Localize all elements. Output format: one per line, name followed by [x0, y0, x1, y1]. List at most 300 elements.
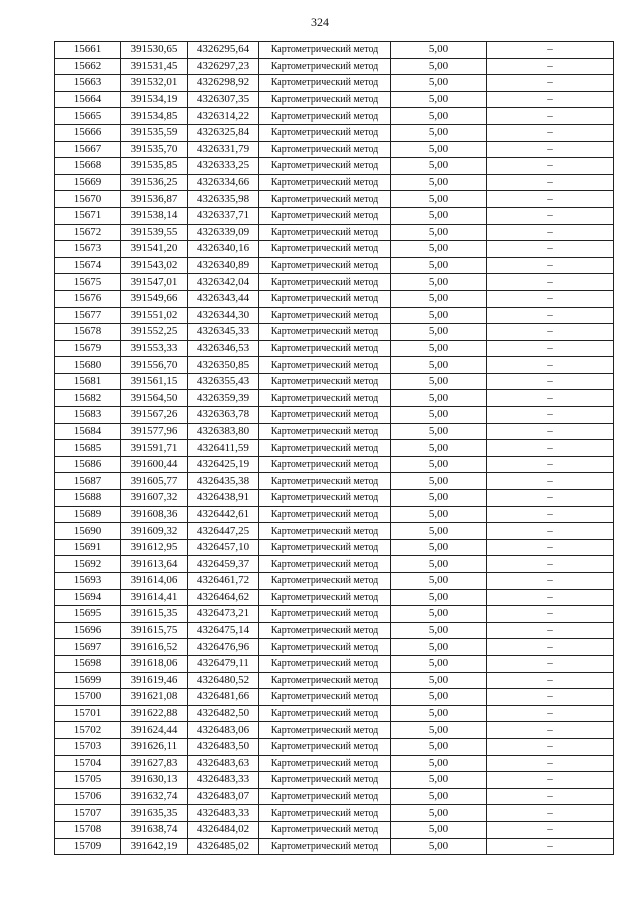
note-cell: –: [487, 788, 614, 805]
x-coordinate-cell: 391552,25: [121, 324, 188, 341]
y-coordinate-cell: 4326447,25: [188, 523, 259, 540]
method-cell: Картометрический метод: [259, 91, 391, 108]
note-cell: –: [487, 75, 614, 92]
x-coordinate-cell: 391531,45: [121, 58, 188, 75]
table-row: [55, 141, 614, 158]
note-cell: –: [487, 373, 614, 390]
note-cell: –: [487, 838, 614, 855]
method-cell: Картометрический метод: [259, 805, 391, 822]
method-cell: Картометрический метод: [259, 158, 391, 175]
note-cell: –: [487, 755, 614, 772]
y-coordinate-cell: 4326480,52: [188, 672, 259, 689]
x-coordinate-cell: 391549,66: [121, 290, 188, 307]
table-row: [55, 589, 614, 606]
note-cell: –: [487, 158, 614, 175]
table-row: [55, 108, 614, 125]
note-cell: –: [487, 573, 614, 590]
accuracy-cell: 5,00: [391, 274, 487, 291]
y-coordinate-cell: 4326307,35: [188, 91, 259, 108]
x-coordinate-cell: 391622,88: [121, 705, 188, 722]
y-coordinate-cell: 4326442,61: [188, 506, 259, 523]
point-number-cell: 15682: [55, 390, 121, 407]
y-coordinate-cell: 4326359,39: [188, 390, 259, 407]
note-cell: –: [487, 705, 614, 722]
y-coordinate-cell: 4326350,85: [188, 357, 259, 374]
note-cell: –: [487, 108, 614, 125]
point-number-cell: 15680: [55, 357, 121, 374]
method-cell: Картометрический метод: [259, 274, 391, 291]
x-coordinate-cell: 391618,06: [121, 655, 188, 672]
method-cell: Картометрический метод: [259, 75, 391, 92]
point-number-cell: 15671: [55, 207, 121, 224]
accuracy-cell: 5,00: [391, 257, 487, 274]
x-coordinate-cell: 391553,33: [121, 340, 188, 357]
y-coordinate-cell: 4326333,25: [188, 158, 259, 175]
x-coordinate-cell: 391642,19: [121, 838, 188, 855]
x-coordinate-cell: 391638,74: [121, 821, 188, 838]
y-coordinate-cell: 4326425,19: [188, 456, 259, 473]
x-coordinate-cell: 391626,11: [121, 738, 188, 755]
point-number-cell: 15672: [55, 224, 121, 241]
table-row: [55, 705, 614, 722]
method-cell: Картометрический метод: [259, 390, 391, 407]
table-row: [55, 490, 614, 507]
table-row: [55, 124, 614, 141]
x-coordinate-cell: 391539,55: [121, 224, 188, 241]
method-cell: Картометрический метод: [259, 58, 391, 75]
method-cell: Картометрический метод: [259, 124, 391, 141]
point-number-cell: 15675: [55, 274, 121, 291]
x-coordinate-cell: 391627,83: [121, 755, 188, 772]
x-coordinate-cell: 391608,36: [121, 506, 188, 523]
method-cell: Картометрический метод: [259, 340, 391, 357]
y-coordinate-cell: 4326479,11: [188, 655, 259, 672]
x-coordinate-cell: 391612,95: [121, 539, 188, 556]
table-row: [55, 324, 614, 341]
x-coordinate-cell: 391591,71: [121, 440, 188, 457]
note-cell: –: [487, 91, 614, 108]
method-cell: Картометрический метод: [259, 257, 391, 274]
accuracy-cell: 5,00: [391, 490, 487, 507]
note-cell: –: [487, 473, 614, 490]
method-cell: Картометрический метод: [259, 440, 391, 457]
accuracy-cell: 5,00: [391, 755, 487, 772]
method-cell: Картометрический метод: [259, 506, 391, 523]
method-cell: Картометрический метод: [259, 556, 391, 573]
note-cell: –: [487, 589, 614, 606]
point-number-cell: 15708: [55, 821, 121, 838]
note-cell: –: [487, 772, 614, 789]
point-number-cell: 15696: [55, 622, 121, 639]
x-coordinate-cell: 391630,13: [121, 772, 188, 789]
y-coordinate-cell: 4326325,84: [188, 124, 259, 141]
x-coordinate-cell: 391615,35: [121, 606, 188, 623]
method-cell: Картометрический метод: [259, 224, 391, 241]
table-row: [55, 456, 614, 473]
method-cell: Картометрический метод: [259, 573, 391, 590]
table-row: [55, 440, 614, 457]
table-row: [55, 423, 614, 440]
note-cell: –: [487, 290, 614, 307]
note-cell: –: [487, 42, 614, 59]
point-number-cell: 15684: [55, 423, 121, 440]
accuracy-cell: 5,00: [391, 456, 487, 473]
point-number-cell: 15694: [55, 589, 121, 606]
y-coordinate-cell: 4326340,16: [188, 241, 259, 258]
accuracy-cell: 5,00: [391, 340, 487, 357]
y-coordinate-cell: 4326346,53: [188, 340, 259, 357]
accuracy-cell: 5,00: [391, 440, 487, 457]
table-row: [55, 290, 614, 307]
note-cell: –: [487, 722, 614, 739]
point-number-cell: 15700: [55, 689, 121, 706]
table-row: [55, 357, 614, 374]
x-coordinate-cell: 391616,52: [121, 639, 188, 656]
y-coordinate-cell: 4326461,72: [188, 573, 259, 590]
method-cell: Картометрический метод: [259, 290, 391, 307]
method-cell: Картометрический метод: [259, 738, 391, 755]
x-coordinate-cell: 391534,85: [121, 108, 188, 125]
table-row: [55, 672, 614, 689]
x-coordinate-cell: 391556,70: [121, 357, 188, 374]
note-cell: –: [487, 357, 614, 374]
table-row: [55, 224, 614, 241]
y-coordinate-cell: 4326482,50: [188, 705, 259, 722]
note-cell: –: [487, 174, 614, 191]
accuracy-cell: 5,00: [391, 373, 487, 390]
note-cell: –: [487, 821, 614, 838]
accuracy-cell: 5,00: [391, 805, 487, 822]
y-coordinate-cell: 4326481,66: [188, 689, 259, 706]
table-row: [55, 788, 614, 805]
point-number-cell: 15693: [55, 573, 121, 590]
accuracy-cell: 5,00: [391, 108, 487, 125]
point-number-cell: 15702: [55, 722, 121, 739]
accuracy-cell: 5,00: [391, 655, 487, 672]
y-coordinate-cell: 4326438,91: [188, 490, 259, 507]
y-coordinate-cell: 4326457,10: [188, 539, 259, 556]
point-number-cell: 15685: [55, 440, 121, 457]
table-row: [55, 241, 614, 258]
x-coordinate-cell: 391547,01: [121, 274, 188, 291]
accuracy-cell: 5,00: [391, 174, 487, 191]
table-row: [55, 373, 614, 390]
accuracy-cell: 5,00: [391, 290, 487, 307]
note-cell: –: [487, 639, 614, 656]
table-row: [55, 539, 614, 556]
point-number-cell: 15666: [55, 124, 121, 141]
y-coordinate-cell: 4326483,63: [188, 755, 259, 772]
method-cell: Картометрический метод: [259, 722, 391, 739]
point-number-cell: 15703: [55, 738, 121, 755]
accuracy-cell: 5,00: [391, 722, 487, 739]
point-number-cell: 15665: [55, 108, 121, 125]
point-number-cell: 15695: [55, 606, 121, 623]
accuracy-cell: 5,00: [391, 573, 487, 590]
table-row: [55, 689, 614, 706]
accuracy-cell: 5,00: [391, 705, 487, 722]
accuracy-cell: 5,00: [391, 91, 487, 108]
note-cell: –: [487, 490, 614, 507]
y-coordinate-cell: 4326464,62: [188, 589, 259, 606]
x-coordinate-cell: 391532,01: [121, 75, 188, 92]
y-coordinate-cell: 4326342,04: [188, 274, 259, 291]
note-cell: –: [487, 689, 614, 706]
note-cell: –: [487, 340, 614, 357]
y-coordinate-cell: 4326340,89: [188, 257, 259, 274]
method-cell: Картометрический метод: [259, 672, 391, 689]
note-cell: –: [487, 805, 614, 822]
point-number-cell: 15669: [55, 174, 121, 191]
x-coordinate-cell: 391613,64: [121, 556, 188, 573]
y-coordinate-cell: 4326475,14: [188, 622, 259, 639]
method-cell: Картометрический метод: [259, 821, 391, 838]
x-coordinate-cell: 391632,74: [121, 788, 188, 805]
y-coordinate-cell: 4326411,59: [188, 440, 259, 457]
accuracy-cell: 5,00: [391, 75, 487, 92]
x-coordinate-cell: 391624,44: [121, 722, 188, 739]
y-coordinate-cell: 4326339,09: [188, 224, 259, 241]
point-number-cell: 15706: [55, 788, 121, 805]
x-coordinate-cell: 391564,50: [121, 390, 188, 407]
point-number-cell: 15701: [55, 705, 121, 722]
y-coordinate-cell: 4326334,66: [188, 174, 259, 191]
x-coordinate-cell: 391635,35: [121, 805, 188, 822]
x-coordinate-cell: 391614,41: [121, 589, 188, 606]
y-coordinate-cell: 4326473,21: [188, 606, 259, 623]
method-cell: Картометрический метод: [259, 755, 391, 772]
y-coordinate-cell: 4326298,92: [188, 75, 259, 92]
y-coordinate-cell: 4326483,33: [188, 772, 259, 789]
method-cell: Картометрический метод: [259, 174, 391, 191]
accuracy-cell: 5,00: [391, 407, 487, 424]
method-cell: Картометрический метод: [259, 407, 391, 424]
x-coordinate-cell: 391536,25: [121, 174, 188, 191]
note-cell: –: [487, 523, 614, 540]
method-cell: Картометрический метод: [259, 539, 391, 556]
accuracy-cell: 5,00: [391, 821, 487, 838]
table-row: [55, 473, 614, 490]
table-row: [55, 207, 614, 224]
y-coordinate-cell: 4326363,78: [188, 407, 259, 424]
point-number-cell: 15678: [55, 324, 121, 341]
table-row: [55, 307, 614, 324]
table-row: [55, 622, 614, 639]
note-cell: –: [487, 58, 614, 75]
table-row: [55, 191, 614, 208]
y-coordinate-cell: 4326355,43: [188, 373, 259, 390]
method-cell: Картометрический метод: [259, 523, 391, 540]
note-cell: –: [487, 539, 614, 556]
point-number-cell: 15664: [55, 91, 121, 108]
x-coordinate-cell: 391535,70: [121, 141, 188, 158]
page-number: 324: [311, 15, 329, 29]
y-coordinate-cell: 4326295,64: [188, 42, 259, 59]
point-number-cell: 15697: [55, 639, 121, 656]
table-row: [55, 174, 614, 191]
method-cell: Картометрический метод: [259, 324, 391, 341]
note-cell: –: [487, 556, 614, 573]
point-number-cell: 15676: [55, 290, 121, 307]
y-coordinate-cell: 4326297,23: [188, 58, 259, 75]
point-number-cell: 15709: [55, 838, 121, 855]
table-row: [55, 257, 614, 274]
y-coordinate-cell: 4326485,02: [188, 838, 259, 855]
y-coordinate-cell: 4326337,71: [188, 207, 259, 224]
accuracy-cell: 5,00: [391, 207, 487, 224]
note-cell: –: [487, 655, 614, 672]
note-cell: –: [487, 672, 614, 689]
table-row: [55, 91, 614, 108]
x-coordinate-cell: 391614,06: [121, 573, 188, 590]
table-row: [55, 390, 614, 407]
point-number-cell: 15691: [55, 539, 121, 556]
point-number-cell: 15673: [55, 241, 121, 258]
y-coordinate-cell: 4326484,02: [188, 821, 259, 838]
point-number-cell: 15670: [55, 191, 121, 208]
note-cell: –: [487, 124, 614, 141]
y-coordinate-cell: 4326483,06: [188, 722, 259, 739]
y-coordinate-cell: 4326344,30: [188, 307, 259, 324]
point-number-cell: 15661: [55, 42, 121, 59]
method-cell: Картометрический метод: [259, 622, 391, 639]
method-cell: Картометрический метод: [259, 241, 391, 258]
table-row: [55, 755, 614, 772]
accuracy-cell: 5,00: [391, 689, 487, 706]
method-cell: Картометрический метод: [259, 473, 391, 490]
point-number-cell: 15679: [55, 340, 121, 357]
accuracy-cell: 5,00: [391, 606, 487, 623]
note-cell: –: [487, 324, 614, 341]
note-cell: –: [487, 274, 614, 291]
table-row: [55, 805, 614, 822]
point-number-cell: 15681: [55, 373, 121, 390]
table-row: [55, 274, 614, 291]
point-number-cell: 15705: [55, 772, 121, 789]
method-cell: Картометрический метод: [259, 42, 391, 59]
note-cell: –: [487, 423, 614, 440]
x-coordinate-cell: 391561,15: [121, 373, 188, 390]
y-coordinate-cell: 4326314,22: [188, 108, 259, 125]
method-cell: Картометрический метод: [259, 307, 391, 324]
accuracy-cell: 5,00: [391, 390, 487, 407]
x-coordinate-cell: 391621,08: [121, 689, 188, 706]
note-cell: –: [487, 241, 614, 258]
y-coordinate-cell: 4326435,38: [188, 473, 259, 490]
table-row: [55, 523, 614, 540]
point-number-cell: 15689: [55, 506, 121, 523]
x-coordinate-cell: 391536,87: [121, 191, 188, 208]
x-coordinate-cell: 391567,26: [121, 407, 188, 424]
point-number-cell: 15662: [55, 58, 121, 75]
method-cell: Картометрический метод: [259, 639, 391, 656]
x-coordinate-cell: 391541,20: [121, 241, 188, 258]
table-row: [55, 42, 614, 59]
accuracy-cell: 5,00: [391, 506, 487, 523]
point-number-cell: 15674: [55, 257, 121, 274]
accuracy-cell: 5,00: [391, 838, 487, 855]
method-cell: Картометрический метод: [259, 207, 391, 224]
note-cell: –: [487, 307, 614, 324]
table-row: [55, 821, 614, 838]
x-coordinate-cell: 391543,02: [121, 257, 188, 274]
table-row: [55, 838, 614, 855]
x-coordinate-cell: 391600,44: [121, 456, 188, 473]
method-cell: Картометрический метод: [259, 705, 391, 722]
x-coordinate-cell: 391535,59: [121, 124, 188, 141]
accuracy-cell: 5,00: [391, 539, 487, 556]
method-cell: Картометрический метод: [259, 689, 391, 706]
accuracy-cell: 5,00: [391, 42, 487, 59]
accuracy-cell: 5,00: [391, 788, 487, 805]
y-coordinate-cell: 4326335,98: [188, 191, 259, 208]
table-row: [55, 340, 614, 357]
table-row: [55, 722, 614, 739]
point-number-cell: 15698: [55, 655, 121, 672]
accuracy-cell: 5,00: [391, 473, 487, 490]
table-row: [55, 506, 614, 523]
point-number-cell: 15704: [55, 755, 121, 772]
table-row: [55, 158, 614, 175]
y-coordinate-cell: 4326459,37: [188, 556, 259, 573]
y-coordinate-cell: 4326343,44: [188, 290, 259, 307]
y-coordinate-cell: 4326483,07: [188, 788, 259, 805]
y-coordinate-cell: 4326483,50: [188, 738, 259, 755]
table-row: [55, 556, 614, 573]
point-number-cell: 15692: [55, 556, 121, 573]
accuracy-cell: 5,00: [391, 224, 487, 241]
x-coordinate-cell: 391534,19: [121, 91, 188, 108]
note-cell: –: [487, 141, 614, 158]
method-cell: Картометрический метод: [259, 655, 391, 672]
x-coordinate-cell: 391607,32: [121, 490, 188, 507]
accuracy-cell: 5,00: [391, 241, 487, 258]
accuracy-cell: 5,00: [391, 357, 487, 374]
method-cell: Картометрический метод: [259, 373, 391, 390]
method-cell: Картометрический метод: [259, 357, 391, 374]
point-number-cell: 15688: [55, 490, 121, 507]
accuracy-cell: 5,00: [391, 307, 487, 324]
accuracy-cell: 5,00: [391, 324, 487, 341]
point-number-cell: 15663: [55, 75, 121, 92]
point-number-cell: 15683: [55, 407, 121, 424]
note-cell: –: [487, 622, 614, 639]
method-cell: Картометрический метод: [259, 490, 391, 507]
method-cell: Картометрический метод: [259, 788, 391, 805]
method-cell: Картометрический метод: [259, 589, 391, 606]
note-cell: –: [487, 407, 614, 424]
table-row: [55, 655, 614, 672]
accuracy-cell: 5,00: [391, 589, 487, 606]
x-coordinate-cell: 391609,32: [121, 523, 188, 540]
note-cell: –: [487, 440, 614, 457]
point-number-cell: 15699: [55, 672, 121, 689]
note-cell: –: [487, 390, 614, 407]
note-cell: –: [487, 606, 614, 623]
x-coordinate-cell: 391535,85: [121, 158, 188, 175]
accuracy-cell: 5,00: [391, 772, 487, 789]
y-coordinate-cell: 4326345,33: [188, 324, 259, 341]
note-cell: –: [487, 191, 614, 208]
accuracy-cell: 5,00: [391, 622, 487, 639]
accuracy-cell: 5,00: [391, 141, 487, 158]
table-body: [55, 42, 614, 855]
method-cell: Картометрический метод: [259, 191, 391, 208]
point-number-cell: 15686: [55, 456, 121, 473]
note-cell: –: [487, 506, 614, 523]
method-cell: Картометрический метод: [259, 423, 391, 440]
table-row: [55, 573, 614, 590]
